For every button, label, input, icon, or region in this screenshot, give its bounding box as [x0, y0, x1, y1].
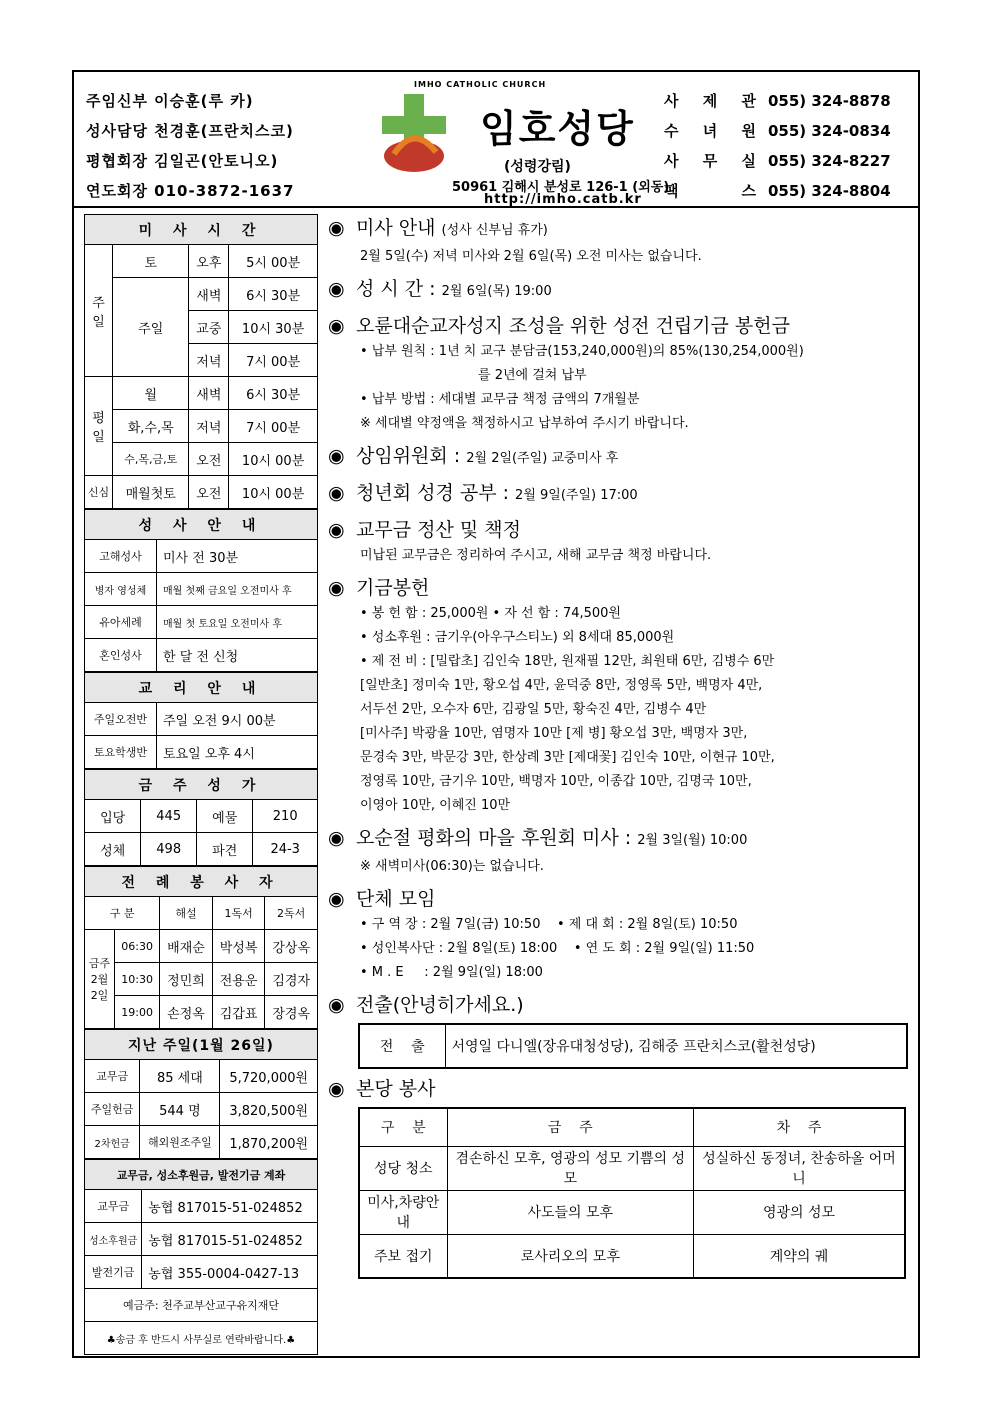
hymns-title: 금 주 성 가	[85, 770, 318, 800]
transfer-value: 서영일 다니엘(장유대청성당), 김해중 프란치스코(활천성당)	[445, 1024, 907, 1068]
phone-number: 055) 324-8878	[768, 92, 891, 110]
notice-body: 2월 5일(수) 저녁 미사와 2월 6일(목) 오전 미사는 없습니다.	[360, 249, 702, 264]
mass-time: 5시 00분	[229, 245, 318, 278]
notice-body: • 제 전 비 : [밀랍초] 김인숙 18만, 원재필 12만, 최원태 6만, 김병수 6만	[360, 654, 775, 669]
sacrament-table	[84, 509, 318, 672]
logo-arc-text: IMHO CATHOLIC CHURCH	[414, 80, 547, 89]
contact-row	[664, 176, 891, 206]
catechism-table	[84, 672, 318, 769]
header	[74, 72, 918, 208]
notice-detail: 2월 2일(주일) 교중미사 후	[466, 451, 619, 466]
contact-label: 스	[741, 182, 756, 200]
hymn-label: 예물	[197, 800, 253, 833]
notice-groups	[328, 885, 912, 985]
servers-date: 금주 2월 2일	[85, 930, 115, 1029]
accounts-table	[84, 1159, 318, 1355]
server-name: 강상옥	[265, 930, 318, 963]
hymn-number: 24-3	[253, 833, 318, 866]
service-task: 주보 접기	[359, 1234, 447, 1278]
target-bullet-icon: ◉	[328, 482, 345, 504]
left-column	[84, 214, 318, 1355]
mass-time: 10시 00분	[229, 443, 318, 476]
notice-holy-hour	[328, 275, 912, 306]
offering-count: 해외원조주일	[140, 1126, 220, 1159]
hymn-number: 498	[141, 833, 197, 866]
target-bullet-icon: ◉	[328, 315, 345, 337]
sacrament-info: 한 달 전 신청	[157, 639, 318, 672]
last-week-title: 지난 주일(1월 26일)	[85, 1030, 318, 1060]
service-task: 미사,차량안내	[359, 1190, 447, 1234]
hymn-label: 성체	[85, 833, 141, 866]
notice-title: 전출(안녕히가세요.)	[356, 994, 524, 1016]
mass-day: 월	[113, 377, 189, 410]
service-this-week: 겸손하신 모후, 영광의 성모 기쁨의 성모	[447, 1146, 694, 1190]
offering-count: 544 명	[140, 1093, 220, 1126]
sacrament-name: 유아세례	[85, 606, 157, 639]
notice-detail: 2월 3일(월) 10:00	[637, 833, 748, 848]
logo-block	[374, 80, 670, 207]
servers-head: 2독서	[265, 897, 318, 930]
sacrament-name: 고해성사	[85, 540, 157, 573]
account-number: 농협 817015-51-024852	[142, 1223, 318, 1256]
server-name: 장경옥	[265, 996, 318, 1029]
notice-committee	[328, 442, 912, 473]
hymn-number: 445	[141, 800, 197, 833]
servers-title: 전 례 봉 사 자	[85, 867, 318, 897]
service-head: 구 분	[359, 1108, 447, 1146]
notice-title: 미사 안내	[356, 217, 436, 239]
notice-service	[328, 1075, 912, 1279]
notice-title: 오순절 평화의 마을 후원회 미사 :	[356, 827, 632, 849]
mass-times-table	[84, 214, 318, 509]
server-time: 06:30	[115, 930, 160, 963]
notice-detail: 2월 6일(목) 19:00	[441, 284, 552, 299]
notice-body: • 성인복사단 : 2월 8일(토) 18:00 • 연 도 회 : 2월 9일(일) 11:50	[360, 941, 755, 956]
mass-period: 새벽	[189, 377, 229, 410]
weekend-label: 주일	[85, 245, 113, 377]
class-time: 토요일 오후 4시	[157, 736, 318, 769]
mass-period: 오후	[189, 245, 229, 278]
mass-day: 화,수,목	[113, 410, 189, 443]
mass-day: 토	[113, 245, 189, 278]
target-bullet-icon: ◉	[328, 577, 345, 599]
offering-amount: 5,720,000원	[220, 1060, 318, 1093]
mass-day: 매월첫토	[113, 476, 189, 509]
service-table	[358, 1107, 906, 1279]
offering-count: 85 세대	[140, 1060, 220, 1093]
notice-youth-bible	[328, 479, 912, 510]
notice-mass	[328, 214, 912, 269]
phone-number: 055) 324-8227	[768, 152, 891, 170]
account-type: 발전기금	[85, 1256, 142, 1289]
mass-period: 새벽	[189, 278, 229, 311]
confessor: 성사담당 천경훈(프란치스코)	[86, 122, 294, 140]
account-type: 교무금	[85, 1190, 142, 1223]
target-bullet-icon: ◉	[328, 994, 345, 1016]
servers-head: 해설	[160, 897, 213, 930]
contact-label: 수	[664, 122, 679, 140]
service-next-week: 계약의 궤	[694, 1234, 905, 1278]
notice-donations	[328, 574, 912, 818]
notice-body: • 납부 원칙 : 1년 치 교구 분담금(153,240,000원)의 85%(130,254,000원)	[360, 344, 804, 359]
transfer-note: ♣송금 후 반드시 사무실로 연락바랍니다.♣	[85, 1322, 318, 1355]
hymn-label: 파견	[197, 833, 253, 866]
target-bullet-icon: ◉	[328, 519, 345, 541]
contact-label: 원	[741, 122, 756, 140]
mass-time: 10시 30분	[229, 311, 318, 344]
catechism-title: 교 리 안 내	[85, 673, 318, 703]
servers-table	[84, 866, 318, 1029]
sacrament-info: 매월 첫째 금요일 오전미사 후	[157, 573, 318, 606]
contact-label: 사	[664, 92, 679, 110]
server-name: 박성복	[212, 930, 265, 963]
sacrament-info: 미사 전 30분	[157, 540, 318, 573]
pastor: 주임신부 이승훈(루 카)	[86, 92, 254, 110]
notice-body: • 성소후원 : 금기우(아우구스티노) 외 8세대 85,000원	[360, 630, 675, 645]
mass-period: 교중	[189, 311, 229, 344]
notice-body: 정영록 10만, 금기우 10만, 백명자 10만, 이종갑 10만, 김명국 10만,	[360, 774, 752, 789]
service-next-week: 성실하신 동정녀, 찬송하올 어머니	[694, 1146, 905, 1190]
notice-body: • M . E : 2월 9일(일) 18:00	[360, 965, 543, 980]
class-name: 주일오전반	[85, 703, 157, 736]
service-head: 금 주	[447, 1108, 694, 1146]
notice-body: ※ 새벽미사(06:30)는 없습니다.	[360, 859, 544, 874]
notice-title: 청년회 성경 공부 :	[356, 482, 509, 504]
offering-type: 주일헌금	[85, 1093, 140, 1126]
notice-title: 기금봉헌	[356, 577, 430, 599]
notice-title: 오륜대순교자성지 조성을 위한 성전 건립기금 봉헌금	[356, 315, 790, 337]
notice-body: 서두선 2만, 오수자 6만, 김광일 5만, 황숙진 4만, 김병수 4만	[360, 702, 707, 717]
accounts-title: 교무금, 성소후원금, 발전기금 계좌	[85, 1160, 318, 1190]
target-bullet-icon: ◉	[328, 278, 345, 300]
sacrament-name: 혼인성사	[85, 639, 157, 672]
account-holder: 예금주: 천주교부산교구유지재단	[85, 1289, 318, 1322]
notice-detail: (성사 신부님 휴가)	[441, 223, 548, 238]
church-subtitle: (성령강림)	[504, 159, 571, 175]
target-bullet-icon: ◉	[328, 445, 345, 467]
notice-pentecost	[328, 824, 912, 879]
notice-body: • 봉 헌 함 : 25,000원 • 자 선 함 : 74,500원	[360, 606, 621, 621]
contact-label: 사	[664, 152, 679, 170]
notice-detail: 2월 9일(주일) 17:00	[515, 488, 638, 503]
transfer-table	[358, 1023, 908, 1069]
mass-time: 7시 00분	[229, 344, 318, 377]
server-name: 배재순	[160, 930, 213, 963]
clergy-info	[86, 86, 294, 206]
church-address: 50961 김해시 분성로 126-1 (외동)	[452, 180, 670, 195]
server-time: 10:30	[115, 963, 160, 996]
contact-label: 실	[741, 152, 756, 170]
contact-label: 녀	[702, 122, 718, 140]
notice-body: [미사주] 박광율 10만, 염명자 10만 [제 병] 황오섭 3만, 백명자 3만,	[360, 726, 748, 741]
contact-row	[664, 146, 891, 176]
target-bullet-icon: ◉	[328, 888, 345, 910]
hymn-number: 210	[253, 800, 318, 833]
server-time: 19:00	[115, 996, 160, 1029]
mass-period: 오전	[189, 443, 229, 476]
target-bullet-icon: ◉	[328, 827, 345, 849]
transfer-label: 전 출	[359, 1024, 445, 1068]
account-number: 농협 817015-51-024852	[142, 1190, 318, 1223]
service-task: 성당 청소	[359, 1146, 447, 1190]
contact-label: 팩	[664, 182, 679, 200]
contact-label: 관	[741, 92, 756, 110]
server-name: 김경자	[265, 963, 318, 996]
service-this-week: 로사리오의 모후	[447, 1234, 694, 1278]
service-head: 차 주	[694, 1108, 905, 1146]
account-number: 농협 355-0004-0427-13	[142, 1256, 318, 1289]
servers-head: 구 분	[85, 897, 160, 930]
class-time: 주일 오전 9시 00분	[157, 703, 318, 736]
mass-time: 6시 30분	[229, 278, 318, 311]
target-bullet-icon: ◉	[328, 1078, 345, 1100]
sacrament-name: 병자 영성체	[85, 573, 157, 606]
service-this-week: 사도들의 모후	[447, 1190, 694, 1234]
notice-body: 문경숙 3만, 박문강 3만, 한상례 3만 [제대꽃] 김인숙 10만, 이현규 10만,	[360, 750, 775, 765]
server-name: 손정옥	[160, 996, 213, 1029]
church-name: 임호성당	[480, 107, 635, 151]
server-name: 전용운	[212, 963, 265, 996]
notice-body: 를 2년에 걸쳐 납부	[478, 368, 587, 383]
notice-body: [일반초] 정미숙 1만, 황오섭 4만, 윤덕중 8만, 정영록 5만, 백명자 4만,	[360, 678, 763, 693]
offering-amount: 3,820,500원	[220, 1093, 318, 1126]
funeral-leader: 연도회장 010-3872-1637	[86, 182, 295, 200]
notice-body: 미납된 교무금은 정리하여 주시고, 새해 교무금 책정 바랍니다.	[360, 548, 712, 563]
weekday-label: 평일	[85, 377, 113, 476]
notices-column	[328, 214, 912, 1285]
notice-dues	[328, 516, 912, 568]
server-name: 정민희	[160, 963, 213, 996]
class-name: 토요학생반	[85, 736, 157, 769]
contact-label: 제	[702, 92, 718, 110]
mass-period: 저녁	[189, 410, 229, 443]
service-next-week: 영광의 성모	[694, 1190, 905, 1234]
last-week-table	[84, 1029, 318, 1159]
contact-label: 무	[702, 152, 718, 170]
notice-title: 성 시 간 :	[356, 278, 436, 300]
notice-transfer	[328, 991, 912, 1069]
contact-row	[664, 86, 891, 116]
phone-number: 055) 324-0834	[768, 122, 891, 140]
notice-body: • 구 역 장 : 2월 7일(금) 10:50 • 제 대 회 : 2월 8일(토) 10:50	[360, 917, 738, 932]
server-name: 김갑표	[212, 996, 265, 1029]
notice-title: 단체 모임	[356, 888, 436, 910]
bulletin-frame	[72, 70, 920, 1358]
sacrament-info: 매월 첫 토요일 오전미사 후	[157, 606, 318, 639]
notice-body: • 납부 방법 : 세대별 교무금 책정 금액의 7개월분	[360, 392, 640, 407]
mass-period: 저녁	[189, 344, 229, 377]
devotion-label: 신심	[85, 476, 113, 509]
contact-row	[664, 116, 891, 146]
hymns-table	[84, 769, 318, 866]
hymn-label: 입당	[85, 800, 141, 833]
contacts	[664, 86, 891, 206]
notice-body: ※ 세대별 약정액을 책정하시고 납부하여 주시기 바랍니다.	[360, 416, 689, 431]
mass-time: 7시 00분	[229, 410, 318, 443]
offering-amount: 1,870,200원	[220, 1126, 318, 1159]
notice-title: 상임위원회 :	[356, 445, 461, 467]
servers-head: 1독서	[212, 897, 265, 930]
offering-type: 2차헌금	[85, 1126, 140, 1159]
target-bullet-icon: ◉	[328, 217, 345, 239]
sacrament-title: 성 사 안 내	[85, 510, 318, 540]
mass-time: 6시 30분	[229, 377, 318, 410]
church-url[interactable]: http://imho.catb.kr	[484, 192, 642, 207]
notice-title: 교무금 정산 및 책정	[356, 519, 521, 541]
mass-day: 주일	[113, 278, 189, 377]
mass-time: 10시 00분	[229, 476, 318, 509]
notice-building-fund	[328, 312, 912, 436]
account-type: 성소후원금	[85, 1223, 142, 1256]
notice-title: 본당 봉사	[356, 1078, 436, 1100]
fax-number: 055) 324-8804	[768, 182, 891, 200]
mass-period: 오전	[189, 476, 229, 509]
mass-times-title: 미 사 시 간	[85, 215, 318, 245]
notice-body: 이영아 10만, 이혜진 10만	[360, 798, 511, 813]
offering-type: 교무금	[85, 1060, 140, 1093]
mass-day: 수,목,금,토	[113, 443, 189, 476]
council-president: 평협회장 김일곤(안토니오)	[86, 152, 279, 170]
